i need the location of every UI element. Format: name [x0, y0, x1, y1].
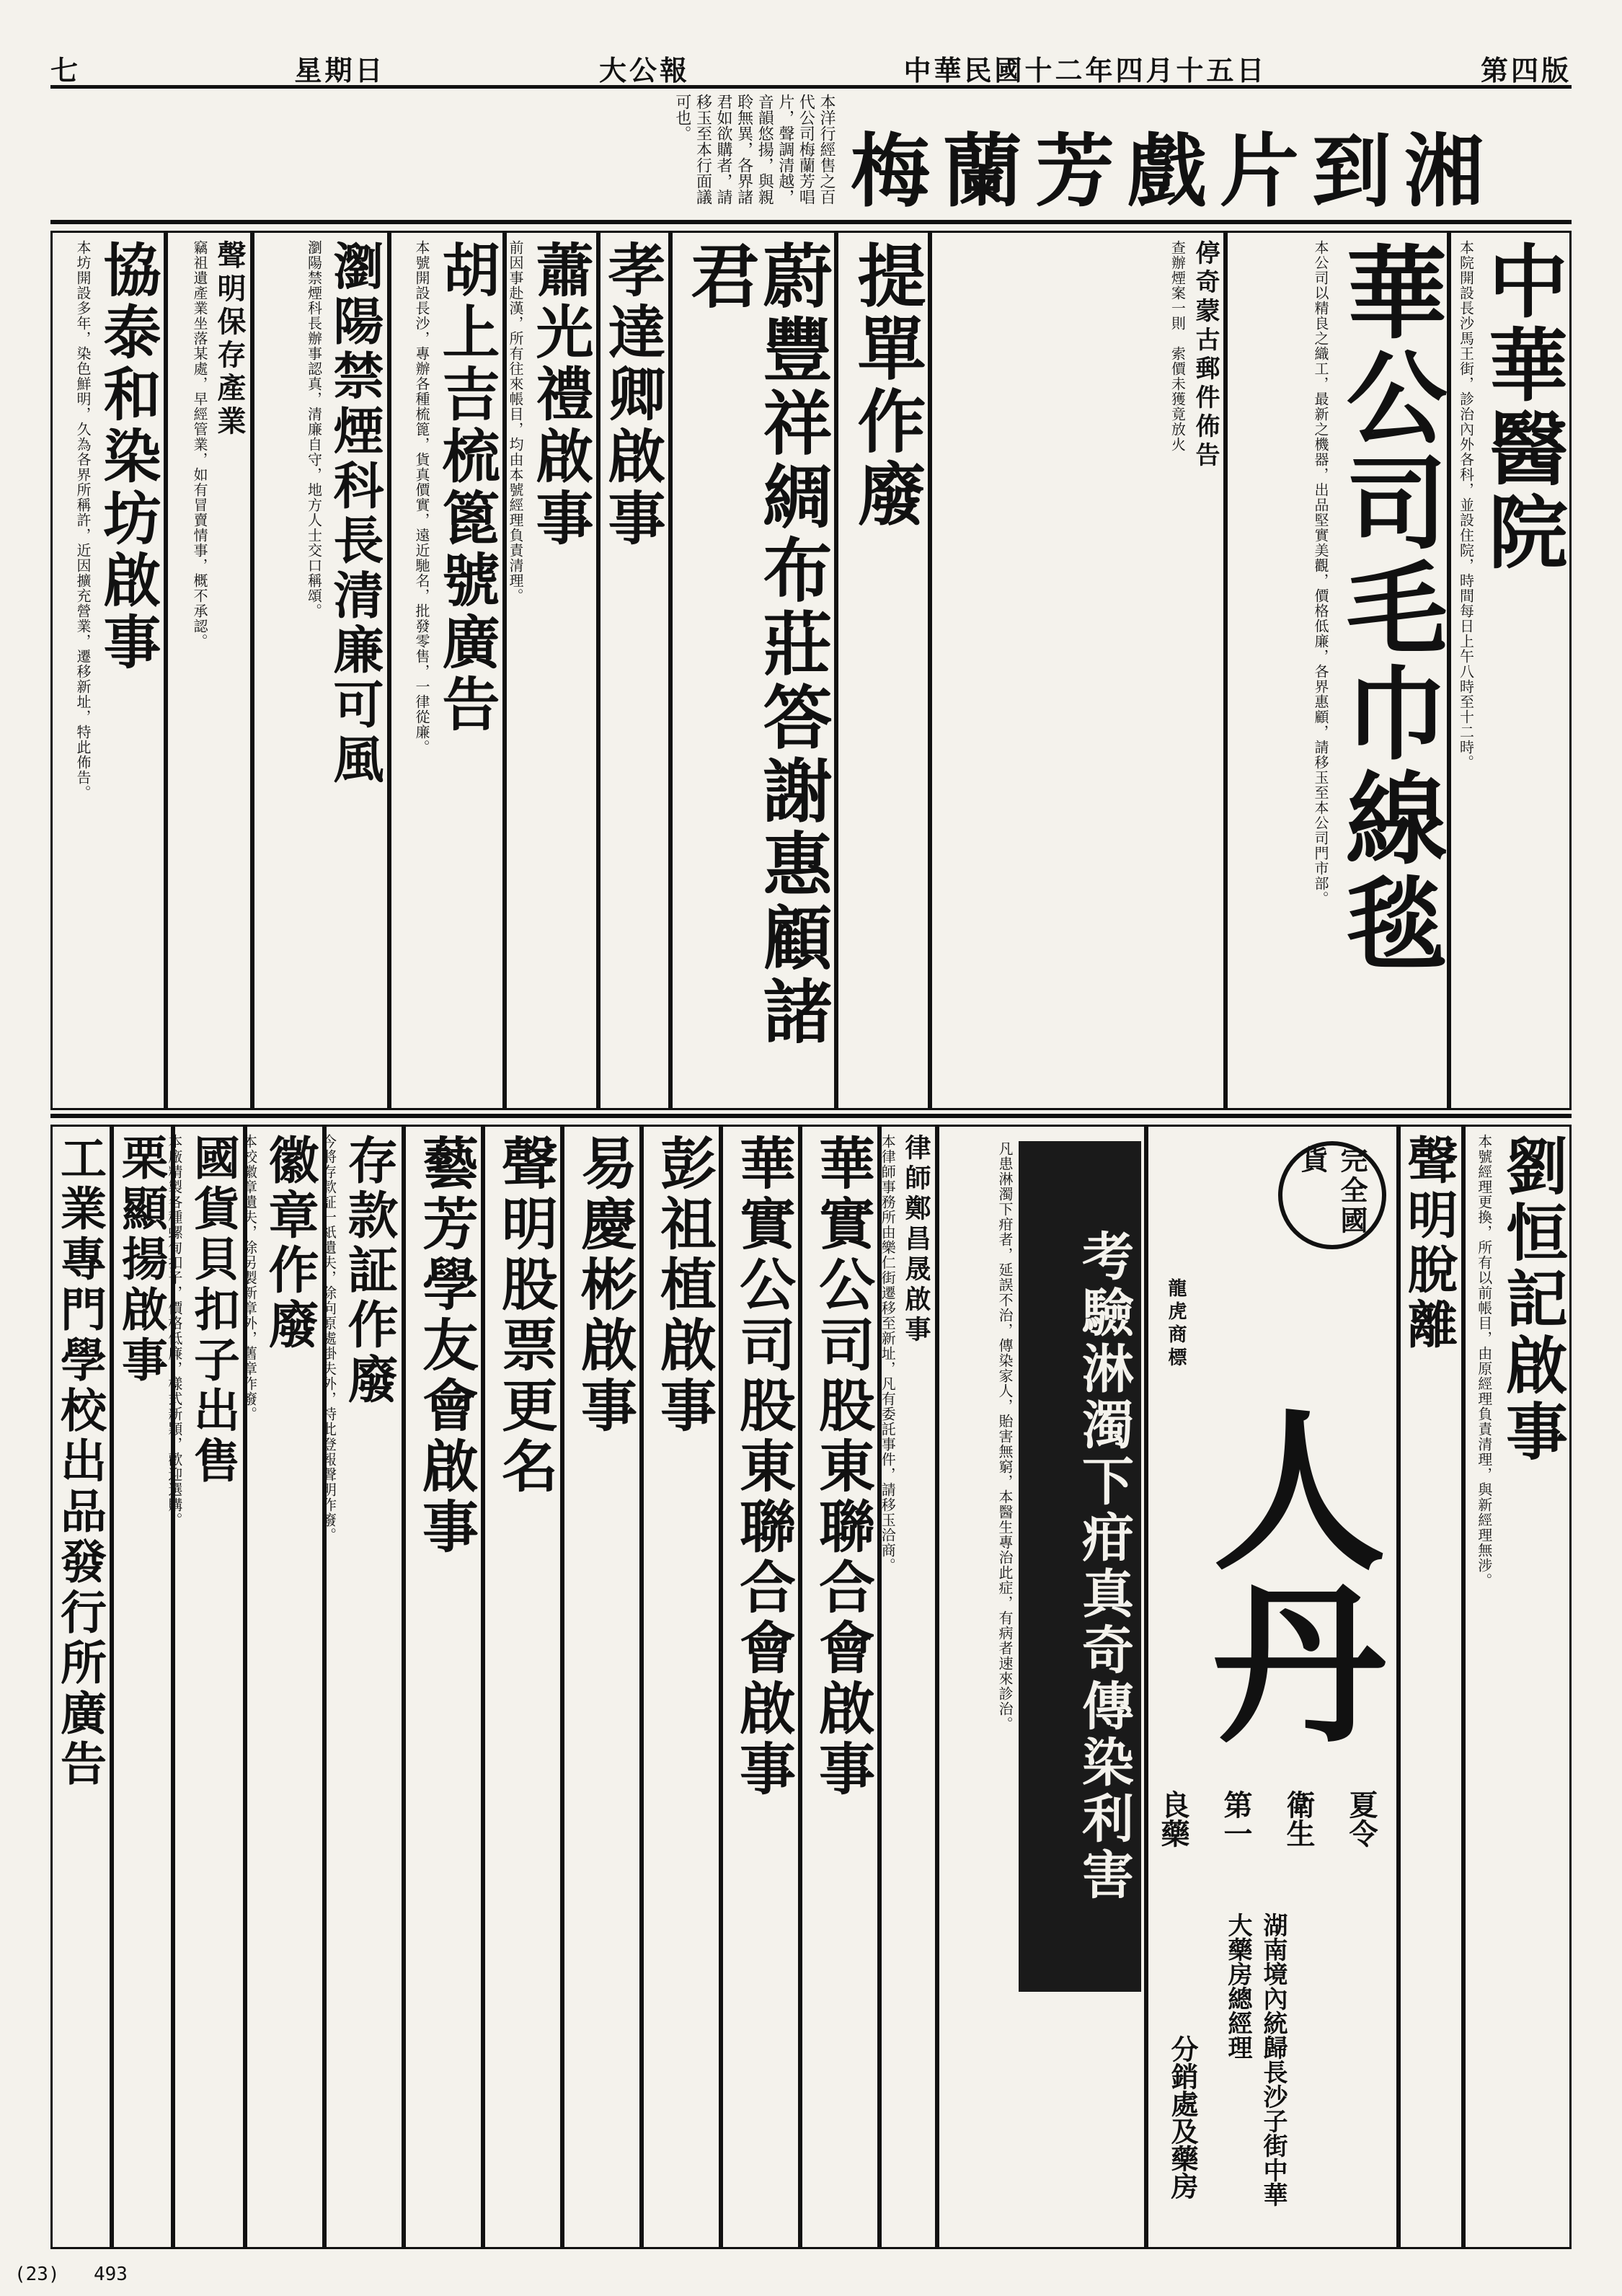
notice-body: 前因事赴漢，所有往來帳目，均由本號經理負責清理。 — [507, 240, 524, 603]
notice-headline: 聲明保存產業 — [213, 240, 247, 439]
page-number: 七 — [50, 53, 81, 87]
notice-headline: 孝達卿啟事 — [598, 240, 666, 550]
edition-label: 第四版 — [1480, 53, 1572, 87]
notice-headline: 彭祖植啟事 — [651, 1134, 717, 1437]
ad-body: 本號開設長沙，專辦各種梳篦，貨真價實，遠近馳名，批發零售，一律從廉。 — [413, 240, 430, 755]
ad-body: 本院開設長沙馬王街，診治內外各科，並設住院，時間每日上午八時至十二時。 — [1457, 240, 1475, 770]
ad-hushangji — [389, 231, 505, 1110]
ad-body: 本廠精製各種螺甸扣子，價格低廉，樣式新穎，歡迎選購。 — [165, 1134, 183, 1528]
notice-yifang — [404, 1125, 483, 2249]
rendan-brand: 人丹 — [1184, 1401, 1387, 1747]
ad-kaoyan — [937, 1125, 1146, 2249]
notice-body: 本律師事務所由樂仁街遷移至新址，凡有委託事件，請移玉洽商。 — [879, 1134, 897, 1573]
notice-lixian — [112, 1125, 173, 2249]
ad-huagong-maojin — [1226, 231, 1449, 1110]
notice-huizhang — [240, 1125, 324, 2249]
notice-yiqingbin — [562, 1125, 642, 2249]
circle-char-wan — [1278, 1141, 1386, 1249]
notice-huashi-1 — [800, 1125, 879, 2249]
notice-baocun — [166, 231, 252, 1110]
trademark-label: 龍虎商標 — [1165, 1278, 1187, 1370]
news-liuyang — [252, 231, 389, 1110]
paper-name: 大公報 — [598, 53, 690, 87]
notice-headline: 易慶彬啟事 — [572, 1134, 637, 1437]
notice-headline: 蕭光禮啟事 — [526, 240, 594, 550]
ad-gongye — [50, 1125, 112, 2249]
notice-cunkuan — [319, 1125, 404, 2249]
ad-headline: 國貨貝扣子出售 — [186, 1134, 240, 1487]
footer-right-number: 493 — [94, 2264, 128, 2285]
kaoyan-headline: 考驗淋濁下疳真奇傳染利害 — [1019, 1141, 1141, 1992]
kaoyan-body: 凡患淋濁下疳者，延誤不治，傳染家人，貽害無窮，本醫生專治此症，有病者速來診治。 — [996, 1141, 1014, 1732]
branch-text: 分銷處及藥房 — [1166, 2035, 1199, 2199]
news-body: 瀏陽禁煙科長辦事認真，清廉自守，地方人士交口稱頌。 — [305, 240, 323, 619]
tag-weisheng: 衛生 — [1282, 1790, 1316, 1848]
masthead — [50, 50, 1572, 89]
ad-headline: 胡上吉梳篦號廣告 — [433, 240, 500, 736]
notice-xiaodaqing — [598, 231, 670, 1110]
notice-body: 本校徽章遺失，除另製新章外，舊章作廢。 — [240, 1134, 258, 1422]
ad-rendan — [1146, 1125, 1399, 2249]
ad-headline: 華公司毛巾線毯 — [1329, 240, 1448, 977]
ad-headline: 中華醫院 — [1476, 240, 1569, 575]
notice-headline: 協泰和染坊啟事 — [94, 240, 161, 674]
notice-body: 今將存款証一紙遺失，除向原處掛失外，特此登報聲明作廢。 — [319, 1134, 337, 1543]
notice-headline: 華實公司股東聯合會啟事 — [810, 1134, 875, 1800]
notice-body: 本坊開設多年，染色鮮明，久為各界所稱許，近因擴充營業，遷移新址，特此佈告。 — [74, 240, 92, 800]
notice-headline: 存款証作廢 — [340, 1134, 399, 1408]
tag-xialing: 夏令 — [1344, 1790, 1378, 1848]
notice-headline: 徽章作廢 — [260, 1134, 320, 1353]
news-tinghuan — [930, 231, 1226, 1110]
notice-headline: 栗顯揚啟事 — [114, 1134, 168, 1386]
ad-weifengxiang — [670, 231, 836, 1110]
top-title: 梅蘭芳戲片到湘 — [851, 125, 1497, 218]
notice-headline: 聲明股票更名 — [492, 1134, 558, 1497]
notice-xiaoguangli — [505, 231, 598, 1110]
notice-huashi-2 — [721, 1125, 800, 2249]
news-headline: 瀏陽禁煙科長清廉可風 — [325, 240, 385, 788]
tag-row — [1153, 1790, 1382, 1848]
notice-zheng — [879, 1125, 937, 2249]
notice-body: 本號經理更換，所有以前帳目，由原經理負責清理，與新經理無涉。 — [1475, 1134, 1493, 1588]
ad-headline: 工業專門學校出品發行所廣告 — [53, 1134, 107, 1790]
notice-headline: 劉恒記啟事 — [1495, 1134, 1568, 1466]
ad-zhonghua-yiyuan — [1449, 231, 1572, 1110]
wanquan-text: 完全國貨 — [1296, 1145, 1368, 1236]
news-body: 查辦煙案一則 索價未獲竟放火 — [1169, 240, 1187, 452]
notice-headline: 華實公司股東聯合會啟事 — [730, 1134, 796, 1800]
tag-liangyao: 良藥 — [1156, 1790, 1190, 1848]
top-intro: 本洋行經售之百代公司梅蘭芳唱片，聲調清越，音韻悠揚，與親聆無異，各界諸君如欲購者，請移玉至本行面議可也。 — [673, 94, 836, 205]
notice-headline: 藝芳學友會啟事 — [413, 1134, 479, 1558]
notice-headline: 聲明脫離 — [1399, 1134, 1459, 1353]
ad-guohuo-kouzi — [165, 1125, 245, 2249]
ad-body: 本公司以精良之織工，最新之機器，出品堅實美觀，價格低廉，各界惠顧，請移玉至本公司門市部。 — [1312, 240, 1329, 906]
ad-headline: 提單作廢 — [846, 240, 926, 531]
notice-liuhengji — [1463, 1125, 1572, 2249]
notice-tuoli — [1399, 1125, 1463, 2249]
ad-headline: 蔚豐祥綢布莊答謝惠顧諸君 — [679, 240, 833, 1049]
weekday-label: 星期日 — [294, 53, 386, 87]
distributor-text: 湖南境內統歸長沙子街中華大藥房總經理 — [1223, 1912, 1288, 2207]
notice-gupiao — [483, 1125, 562, 2249]
date-label: 中華民國十二年四月十五日 — [903, 53, 1267, 87]
middle-divider — [50, 1114, 1572, 1118]
top-divider — [50, 220, 1572, 224]
notice-body: 竊祖遺產業坐落某處，早經管業，如有冒賣情事，概不承認。 — [191, 240, 208, 649]
footer-left-number: (23) — [14, 2264, 60, 2285]
ad-tidan-zuofei — [836, 231, 930, 1110]
tag-diyi: 第一 — [1219, 1790, 1253, 1848]
news-headline: 停奇蒙古郵件佈告 — [1191, 240, 1220, 471]
notice-headline: 律師鄭昌晟啟事 — [901, 1134, 931, 1346]
notice-xietai — [50, 231, 166, 1110]
notice-pengzuzhi — [642, 1125, 721, 2249]
